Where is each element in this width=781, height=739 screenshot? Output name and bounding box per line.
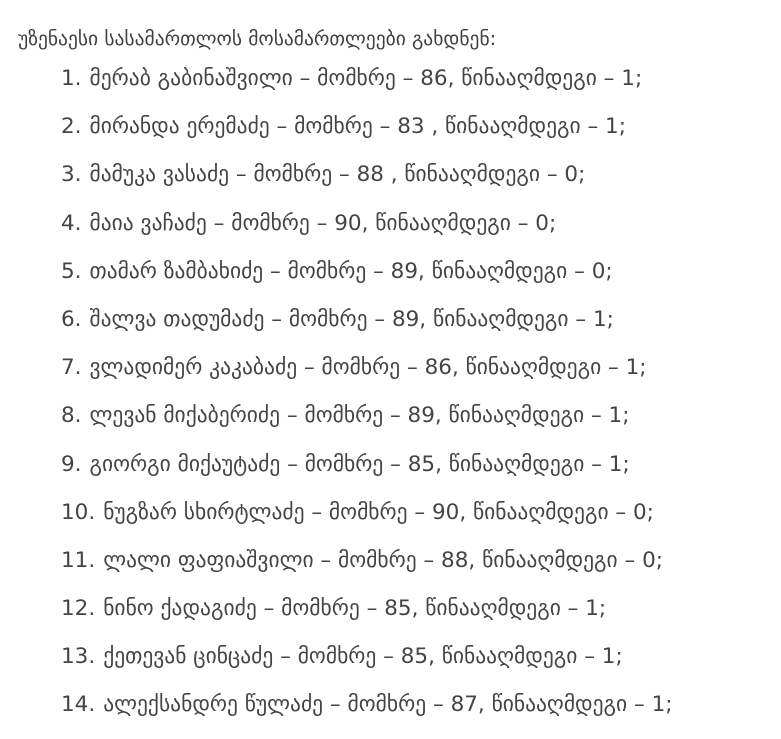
- item-text: მერაბ გაბინაშვილი – მომხრე – 86, წინააღმდეგი – 1;: [89, 66, 643, 91]
- item-text: ლევან მიქაბერიძე – მომხრე – 89, წინააღმდეგი – 1;: [89, 403, 630, 429]
- list-item: [61, 546, 673, 594]
- list-item: [61, 594, 673, 642]
- list-item: [61, 64, 673, 112]
- intro-text: უზენაესი სასამართლოს მოსამართლეები გახდნენ:: [18, 26, 497, 50]
- item-text: მაია ვაჩაძე – მომხრე – 90, წინააღმდეგი – 0;: [89, 210, 557, 236]
- item-number: 6.: [61, 306, 82, 332]
- item-number: 11.: [61, 547, 96, 573]
- list-item: [61, 209, 673, 257]
- item-text: ვლადიმერ კაკაბაძე – მომხრე – 86, წინააღმდეგი – 1;: [89, 355, 647, 381]
- list-item: [61, 498, 673, 546]
- item-number: 14.: [61, 692, 96, 718]
- list-item: [61, 690, 673, 738]
- list-item: [61, 450, 673, 498]
- list-item: [61, 642, 673, 690]
- list-item: [61, 401, 673, 449]
- list-item: [61, 305, 673, 353]
- item-text: მამუკა ვასაძე – მომხრე – 88 , წინააღმდეგი – 0;: [89, 162, 586, 188]
- item-text: ალექსანდრე წულაძე – მომხრე – 87, წინააღმდეგი – 1;: [103, 692, 673, 718]
- item-text: შალვა თადუმაძე – მომხრე – 89, წინააღმდეგი – 1;: [89, 306, 614, 332]
- item-number: 1.: [61, 66, 82, 91]
- list-item: [61, 353, 673, 401]
- item-text: ლალი ფაფიაშვილი – მომხრე – 88, წინააღმდეგი – 0;: [103, 547, 664, 573]
- item-number: 9.: [61, 451, 82, 477]
- item-number: 13.: [61, 644, 96, 670]
- judge-list: [61, 64, 673, 739]
- item-text: ნინო ქადაგიძე – მომხრე – 85, წინააღმდეგი – 1;: [103, 596, 607, 622]
- list-item: [61, 257, 673, 305]
- item-text: გიორგი მიქაუტაძე – მომხრე – 85, წინააღმდეგი – 1;: [89, 451, 630, 477]
- list-item: [61, 112, 673, 160]
- item-number: 3.: [61, 162, 82, 188]
- item-number: 5.: [61, 258, 82, 284]
- item-text: მირანდა ერემაძე – მომხრე – 83 , წინააღმდეგი – 1;: [89, 114, 626, 140]
- item-number: 10.: [61, 499, 96, 525]
- item-number: 12.: [61, 596, 96, 622]
- list-item: [61, 160, 673, 208]
- item-text: თამარ ზამბახიძე – მომხრე – 89, წინააღმდეგი – 0;: [89, 258, 613, 284]
- item-number: 2.: [61, 114, 82, 140]
- item-text: ქეთევან ცინცაძე – მომხრე – 85, წინააღმდეგი – 1;: [103, 644, 623, 670]
- item-number: 4.: [61, 210, 82, 236]
- item-number: 7.: [61, 355, 82, 381]
- item-number: 8.: [61, 403, 82, 429]
- item-text: ნუგზარ სხირტლაძე – მომხრე – 90, წინააღმდეგი – 0;: [103, 499, 654, 525]
